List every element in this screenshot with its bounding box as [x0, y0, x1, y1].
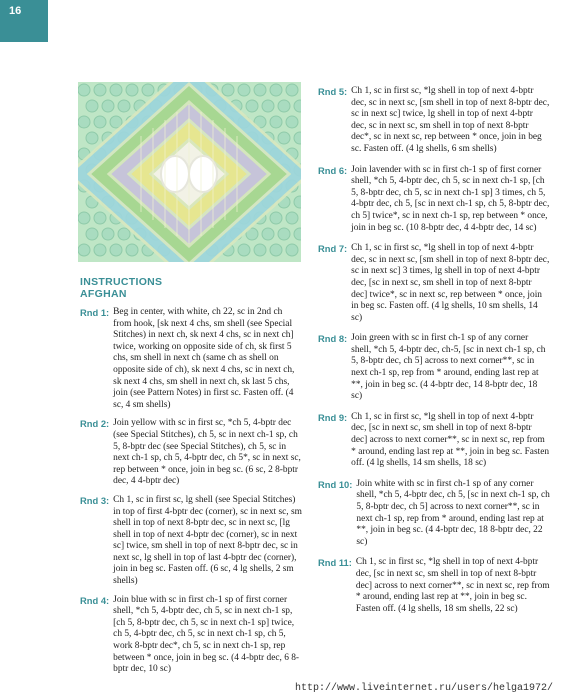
round-label: Rnd 6: — [318, 164, 348, 176]
left-round-list — [80, 307, 302, 676]
page-number: 16 — [9, 5, 22, 17]
round-entry — [318, 333, 550, 403]
round-entry — [80, 307, 302, 411]
round-text: Ch 1, sc in first sc, *lg shell in top of next 4-bptr dec, [sc in next sc, sm shell in top of next 8-bptr dec] across to next corner**, sc in next sc, rep from * around, ending last rep at **, join in beg sc. Fasten off. (4 lg shells, 14 sm shells, 18 sc) — [351, 411, 550, 469]
afghan-subheading: AFGHAN — [80, 288, 127, 300]
round-entry — [318, 557, 550, 615]
round-label: Rnd 10: — [318, 478, 353, 490]
round-entry — [80, 418, 302, 488]
round-label: Rnd 2: — [80, 418, 110, 430]
round-text: Join lavender with sc in first ch-1 sp of first corner shell, *ch 5, 4-bptr dec, ch 5, sc in next ch-1 sp, [ch 5, 8-bptr dec, ch 5, sc in next ch-1 sp] 3 times, ch 5, 4-bptr dec, ch 5, [sc in next ch-1 sp, ch 5, 8-bptr dec, ch 5] twice*, sc in next ch-1 sp, rep between * once, join in beg sc. (10 8-bptr dec, 4 4-bptr dec, 14 sc) — [351, 164, 550, 233]
round-text: Join green with sc in first ch-1 sp of any corner shell, *ch 5, 4-bptr dec, ch-5, [sc in next ch-1 sp, ch 5, 8-bptr dec, ch 5] across to next corner**, sc in next ch-1 sp, rep from * around, ending last rep at **, join in beg sc. (4 4-bptr dec, 14 8-bptr dec, 18 sc) — [351, 333, 546, 402]
round-entry — [80, 495, 302, 588]
round-entry — [318, 412, 550, 470]
page-number-tab — [0, 0, 48, 42]
round-label: Rnd 9: — [318, 411, 348, 423]
round-text: Ch 1, sc in first sc, lg shell (see Special Stitches) in top of first 4-bptr dec (corner), sc in next sc, sm shell in top of next 8-bptr dec, sc in next sc, [lg shell in top of next 4-bptr dec (corner), sc in next sc] twice, sm shell in top of next 8-bptr dec, sc in next sc, lg shell in top of last 4-bptr dec (corner), join in beg sc. Fasten off. (6 sc, 4 lg shells, 2 sm shells) — [113, 494, 302, 587]
round-text: Ch 1, sc in first sc, *lg shell in top of next 4-bptr dec, sc in next sc, [sm shell in top of next 8-bptr dec, sc in next sc] 3 times, lg shell in top of next 4-bptr dec, [sc in next sc, sm shell in top of next 8-bptr dec] twice*, sc in next sc, rep between * once, join in beg sc. Fasten off. (4 lg shells, 10 sm shells, 14 sc) — [351, 243, 550, 323]
round-text: Join white with sc in first ch-1 sp of any corner shell, *ch 5, 4-bptr dec, ch 5, [sc in next ch-1 sp, ch 5, 8-bptr dec, ch 5] across to next corner**, sc in next ch-1 sp, rep from * around, ending last rep at **, join in beg sc. (4 4-bptr dec, 18 8-bptr dec, 22 sc) — [356, 478, 550, 547]
round-text: Join blue with sc in first ch-1 sp of first corner shell, *ch 5, 4-bptr dec, ch 5, sc in next ch-1 sp, [ch 5, 8-bptr dec, ch 5, sc in next ch-1 sp] twice, ch 5, 4-bptr dec, ch 5, sc in next ch-1 sp, ch 5, work 8-bptr dec*, ch 5, sc in next ch-1 sp, rep between * once, join in beg sc. (4 4-bptr dec, 6 8-bptr dec, 10 sc) — [113, 594, 300, 675]
round-label: Rnd 4: — [80, 594, 110, 606]
round-label: Rnd 11: — [318, 557, 352, 569]
round-label: Rnd 7: — [318, 243, 348, 255]
round-entry — [318, 479, 550, 549]
round-text: Join yellow with sc in first sc, *ch 5, 4-bptr dec (see Special Stitches), ch 5, sc in next ch-1 sp, ch 5, 8-bptr dec (see Special Stitches), ch 5, sc in next ch-1 sp, ch 5, 4-bptr dec, ch 5*, sc in next sc, rep between * once, join in beg sc. (6 sc, 2 8-bptr dec, 4 4-bptr dec) — [113, 418, 301, 487]
round-entry — [318, 243, 550, 324]
round-label: Rnd 8: — [318, 333, 348, 345]
round-text: Beg in center, with white, ch 22, sc in 2nd ch from hook, [sk next 4 chs, sm shell (see Special Stitches) in next ch, sk next 4 chs, sc in next ch] twice, working on opposite side of ch, sk first 5 chs, sm shell in next ch (same ch as shell on opposite side of ch), sk next 4 chs, sc in next ch, sk next 4 chs, sm shell in next ch, sk last 5 chs, join (see Pattern Notes) in first sc. Fasten off. (4 sc, 4 sm shells) — [113, 307, 295, 410]
right-column — [318, 86, 550, 624]
afghan-photo — [78, 82, 301, 262]
round-entry — [318, 165, 550, 235]
footer-url: http://www.liveinternet.ru/users/helga1972/ — [294, 683, 553, 694]
round-entry — [80, 595, 302, 676]
round-label: Rnd 1: — [80, 307, 110, 318]
right-round-list — [318, 86, 550, 615]
round-label: Rnd 3: — [80, 494, 110, 506]
left-column — [80, 276, 302, 681]
instructions-heading: INSTRUCTIONS — [80, 276, 163, 288]
round-entry — [318, 86, 550, 156]
round-text: Ch 1, sc in first sc, *lg shell in top of next 4-bptr dec, [sc in next sc, sm shell in top of next 8-bptr dec] across to next corner**, sc in next sc, rep from * around, ending last rep at **, join in beg sc. Fasten off. (4 lg shells, 18 sm shells, 22 sc) — [355, 557, 550, 614]
round-label: Rnd 5: — [318, 86, 348, 97]
round-text: Ch 1, sc in first sc, *lg shell in top of next 4-bptr dec, sc in next sc, [sm shell in top of next 8-bptr dec, sc in next sc] twice, lg shell in top of next 4-bptr dec, sc in next sc, sm shell in top of next 8-bptr dec*, sc in next sc, rep between * once, join in beg sc. Fasten off. (4 lg shells, 6 sm shells) — [351, 86, 550, 154]
crochet-photo-drawing — [78, 82, 301, 262]
